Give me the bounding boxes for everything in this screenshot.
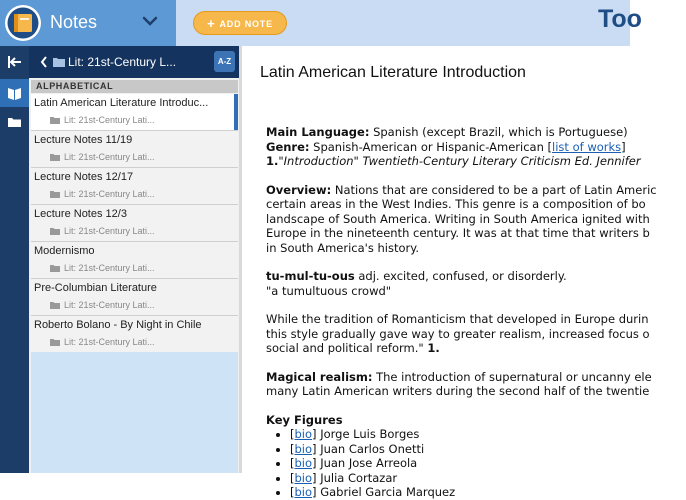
citation-number: 1.: [266, 154, 279, 168]
notes-view-button[interactable]: [0, 79, 29, 107]
overview-line: Europe in the nineteenth century. It was at that time that writers b: [266, 226, 650, 240]
note-item-selected[interactable]: [31, 94, 238, 131]
figure-name: Julia Cortazar: [320, 470, 398, 485]
note-heading[interactable]: Latin American Literature Introduction: [260, 64, 526, 81]
folder-icon: [50, 338, 60, 346]
note-list: [31, 94, 238, 353]
main-language-label: Main Language:: [266, 125, 370, 139]
note-notebook-label: Lit: 21st-Century Lati...: [64, 152, 155, 162]
overview-line: in South America's history.: [266, 240, 420, 255]
list-item: • [bio] Gabriel Garcia Marquez: [290, 485, 686, 500]
notebook-icon: [3, 3, 43, 43]
note-notebook-label: Lit: 21st-Century Lati...: [64, 300, 155, 310]
figure-name: Jorge Luis Borges: [320, 427, 420, 441]
note-notebook: [50, 115, 155, 125]
note-title: Roberto Bolano - By Night in Chile: [34, 319, 202, 331]
note-item[interactable]: [31, 316, 238, 353]
note-notebook: [50, 263, 155, 273]
chevron-down-icon[interactable]: [142, 15, 158, 27]
note-item[interactable]: [31, 279, 238, 316]
overview-line: certain areas in the West Indies. This genre is a composition of bo: [266, 197, 646, 211]
figure-name: Juan Carlos Onetti: [320, 441, 425, 456]
open-book-icon: [0, 79, 29, 107]
note-notebook: [50, 152, 155, 162]
plus-icon: +: [207, 16, 216, 31]
note-item[interactable]: [31, 242, 238, 279]
main-language-value: Spanish (except Brazil, which is Portuguese): [369, 125, 628, 139]
list-item: • [bio] Jorge Luis Borges: [290, 427, 686, 442]
folder-icon: [50, 153, 60, 161]
list-of-works-link[interactable]: list of works: [552, 139, 622, 154]
key-figures-list: [266, 427, 686, 500]
folder-icon: [50, 190, 60, 198]
collapse-panel-icon: [0, 48, 29, 76]
left-rail: [0, 46, 29, 473]
romanticism-line: While the tradition of Romanticism that developed in Europe durin: [266, 312, 649, 326]
note-notebook: [50, 189, 155, 199]
genre-label: Genre:: [266, 139, 310, 154]
folder-icon: [50, 301, 60, 309]
sort-label: ALPHABETICAL: [31, 80, 238, 93]
figure-name: Gabriel Garcia Marquez: [320, 485, 456, 499]
bio-link[interactable]: bio: [294, 485, 313, 499]
note-editor[interactable]: [242, 46, 657, 499]
vocab-definition: adj. excited, confused, or disorderly.: [354, 269, 567, 283]
folder-icon: [50, 116, 60, 124]
note-item[interactable]: [31, 168, 238, 205]
overview-line: landscape of South America. Writing in South America ignited with: [266, 211, 650, 226]
add-note-label: ADD NOTE: [219, 19, 273, 29]
note-notebook-label: Lit: 21st-Century Lati...: [64, 189, 155, 199]
genre-value: Spanish-American or Hispanic-American: [309, 139, 548, 154]
magical-realism-label: Magical realism:: [266, 369, 373, 384]
overview-line: Nations that are considered to be a part of Latin Americ: [331, 182, 657, 197]
bio-link[interactable]: bio: [294, 441, 313, 456]
top-bar: [0, 0, 642, 46]
vocab-example: "a tumultuous crowd": [266, 283, 392, 298]
citation-text: "Introduction" Twentieth-Century Literary Criticism Ed. Jennifer: [278, 154, 641, 168]
note-item[interactable]: [31, 131, 238, 168]
notebook-switcher[interactable]: [0, 0, 176, 46]
note-title: Modernismo: [34, 245, 95, 257]
magical-realism-line: many Latin American writers during the second half of the twentie: [266, 384, 650, 398]
note-title: Lecture Notes 12/3: [34, 208, 127, 220]
add-note-button[interactable]: [193, 11, 287, 35]
romanticism-ref: 1.: [427, 341, 440, 355]
note-notebook: [50, 226, 155, 236]
bio-link[interactable]: bio: [294, 427, 313, 441]
vocab-word: tu-mul-tu-ous: [266, 269, 355, 283]
romanticism-line: this style gradually gave way to greater realism, increased focus o: [266, 326, 650, 341]
note-list-empty-area: [31, 352, 238, 473]
note-notebook-label: Lit: 21st-Century Lati...: [64, 115, 155, 125]
note-body[interactable]: Main Language: Spanish (except Brazil, which is Portuguese) Genre: Spanish-American or Hispanic-American [list of works] 1."Introduction" Twentieth-Century Literary Criticism Ed. Jennifer Overview: Nations that are considered to be a part of Latin Americ certain areas in the West Indies. This genre is a composition of bo landscape of South America. Writing in South America ignited with Europe in the nineteenth century. It was at that time that writers b in South America's history. tu-mul-tu-ous adj. excited, confused, or disorderly. "a tumultuous crowd" While the tradition of Romanticism that developed in Europe durin this style gradually gave way to greater realism, increased focus o social and political reform." 1. Magical realism: The introduction of supernatural or uncanny ele many Latin American writers during the second half of the twentie Key Figures • [bio] Jorge Luis Borges • [bio] Juan Carlos Onetti • [bio] Juan Jose Arreola • [bio] Julia Cortazar • [bio] Gabriel Garcia Marquez: [266, 125, 686, 500]
collapse-panel-button[interactable]: [0, 48, 29, 76]
folder-icon: [50, 227, 60, 235]
bio-link[interactable]: bio: [294, 456, 313, 470]
note-title: Pre-Columbian Literature: [34, 282, 157, 294]
note-title: Lecture Notes 11/19: [34, 134, 133, 146]
sort-button[interactable]: A-Z: [214, 51, 235, 72]
bio-link[interactable]: bio: [294, 470, 313, 485]
overview-label: Overview:: [266, 182, 332, 197]
notebooks-view-button[interactable]: [0, 108, 29, 136]
note-title: Lecture Notes 12/17: [34, 171, 134, 183]
note-notebook: [50, 300, 155, 310]
note-title: Latin American Literature Introduc...: [34, 97, 209, 109]
notebook-title: Notes: [50, 12, 98, 32]
folder-icon: [53, 57, 65, 67]
folder-icon: [50, 264, 60, 272]
list-item: • [bio] Juan Carlos Onetti: [290, 442, 686, 457]
note-notebook: [50, 337, 155, 347]
note-notebook-label: Lit: 21st-Century Lati...: [64, 337, 155, 347]
note-notebook-label: Lit: 21st-Century Lati...: [64, 226, 155, 236]
key-figures-heading: Key Figures: [266, 412, 343, 427]
notes-panel-header: [29, 46, 240, 78]
chevron-left-icon[interactable]: [40, 56, 48, 68]
figure-name: Juan Jose Arreola: [320, 456, 418, 470]
brand-logo-text: Too: [598, 5, 642, 33]
note-notebook-label: Lit: 21st-Century Lati...: [64, 263, 155, 273]
current-notebook-name[interactable]: Lit: 21st-Century L...: [68, 55, 177, 69]
magical-realism-line: The introduction of supernatural or uncanny ele: [372, 369, 652, 384]
note-item[interactable]: [31, 205, 238, 242]
romanticism-line: social and political reform.": [266, 341, 428, 355]
list-item: • [bio] Julia Cortazar: [290, 471, 686, 486]
list-item: • [bio] Juan Jose Arreola: [290, 456, 686, 471]
folder-icon: [0, 108, 29, 136]
